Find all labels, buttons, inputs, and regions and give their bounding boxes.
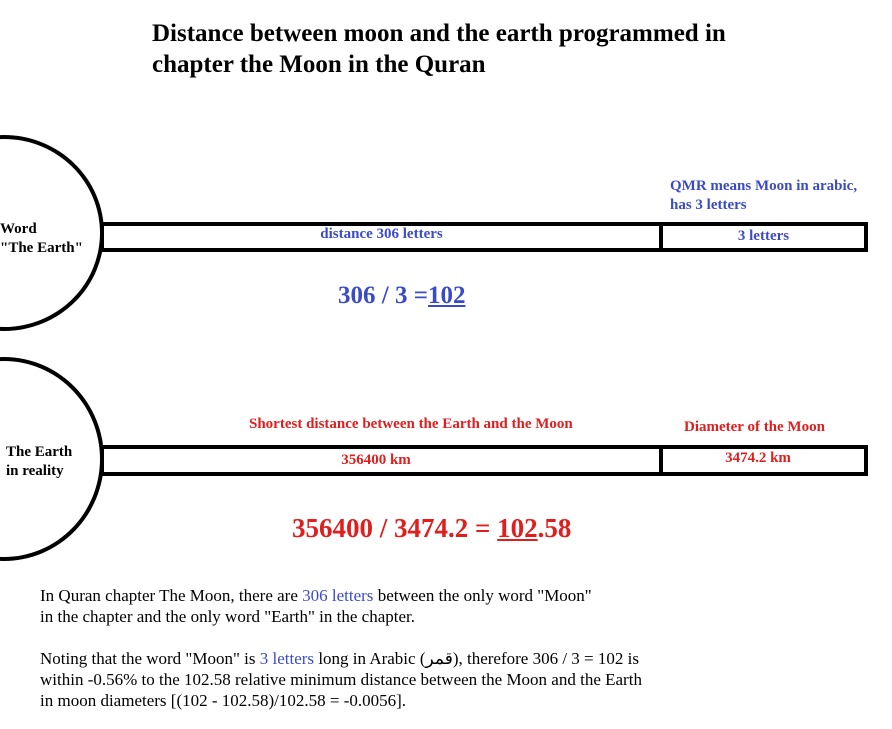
bottom-bar-left-label: 356400 km	[341, 452, 411, 468]
paragraph-2-text-b: long in Arabic (قمر), therefore 306 / 3 = 102 is	[314, 649, 639, 668]
paragraph-1-highlight: 306 letters	[302, 586, 374, 605]
top-bar-right-label: 3 letters	[737, 228, 790, 244]
explanation-paragraph-1	[40, 585, 740, 627]
top-bar-left-label: distance 306 letters	[320, 226, 443, 242]
shortest-distance-header: Shortest distance between the Earth and the Moon	[249, 416, 573, 432]
bottom-circle-label-line-1: The Earth	[6, 444, 73, 460]
bottom-bar-right-label: 3474.2 km	[725, 450, 791, 466]
paragraph-1-text-b: between the only word "Moon"	[373, 586, 592, 605]
paragraph-2-highlight: 3 letters	[259, 649, 315, 668]
page-title	[152, 18, 852, 80]
distance-equation-result-decimal: .58	[537, 513, 572, 543]
top-circle-label-line-1: Word	[0, 221, 37, 237]
letters-equation-prefix: 306 / 3 =	[338, 282, 428, 309]
title-line-2: chapter the Moon in the Quran	[152, 51, 486, 78]
letters-equation-result: 102	[427, 282, 466, 309]
paragraph-1-text-a: In Quran chapter The Moon, there are	[40, 586, 303, 605]
top-circle-label	[0, 220, 100, 258]
explanation-paragraph-2	[40, 648, 740, 711]
qmr-annotation-line-1: QMR means Moon in arabic,	[670, 178, 858, 194]
paragraph-1-line-2: in the chapter and the only word "Earth" in the chapter.	[40, 607, 416, 626]
title-line-1: Distance between moon and the earth programmed in	[152, 20, 726, 47]
distance-equation	[292, 513, 571, 544]
moon-diameter-header: Diameter of the Moon	[684, 419, 825, 435]
paragraph-1-line-1	[40, 585, 740, 606]
letters-equation	[338, 282, 465, 310]
qmr-annotation-line-2: has 3 letters	[670, 197, 747, 213]
bottom-circle-label-line-2: in reality	[6, 463, 64, 479]
bottom-circle-label	[6, 443, 100, 481]
distance-equation-prefix: 356400 / 3474.2 =	[292, 513, 498, 543]
paragraph-2-text-a: Noting that the word "Moon" is	[40, 649, 260, 668]
paragraph-2-line-3: in moon diameters [(102 - 102.58)/102.58 = -0.0056].	[40, 691, 407, 710]
distance-equation-result-integer: 102	[497, 513, 538, 543]
paragraph-2-line-2: within -0.56% to the 102.58 relative minimum distance between the Moon and the Earth	[40, 670, 642, 689]
qmr-annotation	[670, 177, 890, 215]
paragraph-2-line-1	[40, 648, 740, 669]
top-circle-label-line-2: "The Earth"	[0, 240, 83, 256]
